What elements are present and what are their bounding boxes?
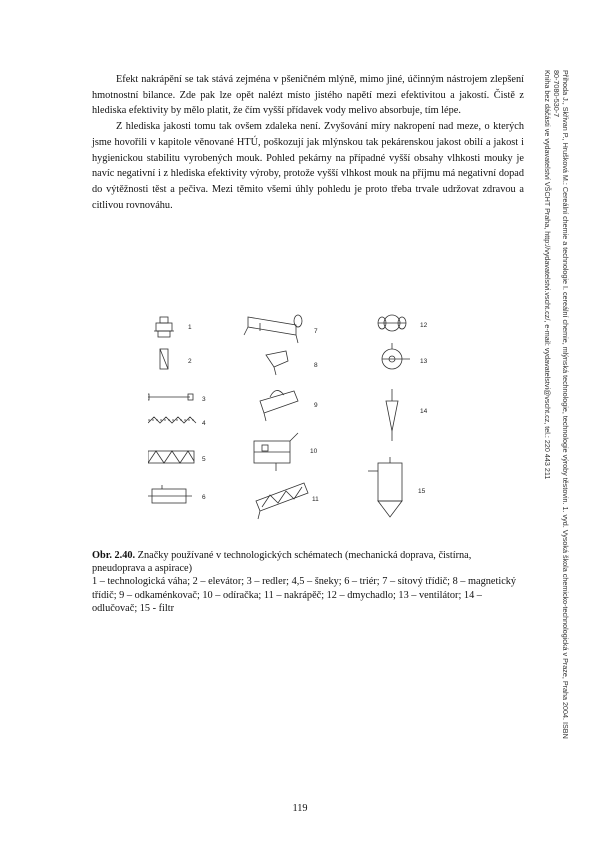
- symbol-number-3: 3: [202, 396, 206, 403]
- symbol-number-13: 13: [420, 358, 428, 365]
- paragraph-1: Efekt nakrápění se tak stává zejména v pšeničném mlýně, mimo jiné, účinným nástrojem zlepšení hmotnostní bilance. Zde pak lze opět nalézt místo jistého napětí mezi efektivitou a jakostí. Čistě z hlediska efektivity by mělo platit, že čím vyšší přídavek vody melivo absorbuje, tím lépe.: [92, 74, 524, 117]
- side-citation-line-3: Kniha bez dáčásti ve vydavatelství VŠCHT Praha, http://vydavatelstvi.vscht.cz/, e-mail: vydavatelstvi@vscht.cz, tel.: 220 443 211: [542, 70, 552, 480]
- caption-title-line: [92, 549, 524, 575]
- symbol-magnetic-sorter: [266, 351, 288, 375]
- symbol-number-7: 7: [314, 328, 318, 335]
- symbol-number-4: 4: [202, 420, 206, 427]
- symbol-redler: [148, 394, 193, 400]
- symbol-dampener: [256, 483, 308, 519]
- symbol-scourer: [254, 433, 298, 471]
- symbol-destoner: [260, 390, 298, 421]
- symbol-number-11: 11: [312, 496, 319, 503]
- side-citation: [542, 70, 570, 850]
- side-citation-line-2: 80-7080-530-7: [551, 70, 561, 118]
- symbol-scale: [154, 317, 174, 337]
- symbol-separator: [386, 389, 398, 441]
- symbol-number-10: 10: [310, 448, 318, 455]
- symbol-number-15: 15: [418, 488, 426, 495]
- symbol-number-8: 8: [314, 362, 318, 369]
- symbol-screw-4: [148, 417, 196, 423]
- side-citation-line-1: Příhoda J., Skřivan P., Hrušková M.: Cereální chemie a technologie I. cereální chemie, mlýnská technologie, technologie výroby těstovin. 1. vyd. Vysoká škola chemicko-technologická v Praze, Praha 2004. ISBN: [561, 70, 570, 739]
- symbol-number-1: 1: [188, 324, 192, 331]
- symbol-filter: [368, 457, 402, 517]
- symbol-number-6: 6: [202, 494, 206, 501]
- symbol-fan: [382, 343, 410, 369]
- symbol-sieve-sorter: [244, 315, 302, 343]
- figure-caption: [92, 549, 524, 615]
- symbols-diagram: [148, 305, 448, 535]
- caption-title: Značky používané v technologických schématech (mechanická doprava, čistírna, pneudoprava a aspirace): [92, 550, 472, 575]
- symbol-blower: [378, 315, 406, 331]
- symbol-elevator: [160, 349, 168, 369]
- symbol-number-14: 14: [420, 408, 428, 415]
- symbol-screw-5: [148, 451, 194, 463]
- body-text: [92, 72, 524, 213]
- symbol-number-5: 5: [202, 456, 206, 463]
- symbol-trier: [148, 485, 192, 503]
- symbol-number-9: 9: [314, 402, 318, 409]
- caption-legend: 1 – technologická váha; 2 – elevátor; 3 – redler; 4,5 – šneky; 6 – triér; 7 – sítový třídič; 8 – magnetický třídič; 9 – odkaménkovač; 10 – odíračka; 11 – nakrápěč; 12 – dmychadlo; 13 – ventilátor; 14 – odlučovač; 15 - filtr: [92, 576, 517, 614]
- figure-label: Obr. 2.40.: [92, 550, 136, 561]
- symbol-number-12: 12: [420, 322, 428, 329]
- symbols-figure: [148, 305, 448, 535]
- symbol-number-2: 2: [188, 358, 192, 365]
- page-number: 119: [292, 803, 308, 814]
- paragraph-2: Z hlediska jakosti tomu tak ovšem zdaleka není. Zvyšování míry nakropení nad meze, o kterých jsme hovořili v kapitole věnované HTÚ, poškozují jak mlýnskou tak pekárenskou jakost obilí a jakost i hygienickou stabilitu vyrobených mouk. Pohled pekárny na případné vyšší obsahy vlhkosti mouky je navíc negativní i z hlediska efektivity výroby, protože vyšší vlhkost mouk na příjmu má negativní dopad do výtěžnosti těst a pečiva. Mezi těmito všemi úhly pohledu je proto třeba trvale udržovat zdravou a citlivou rovnováhu.: [92, 121, 524, 211]
